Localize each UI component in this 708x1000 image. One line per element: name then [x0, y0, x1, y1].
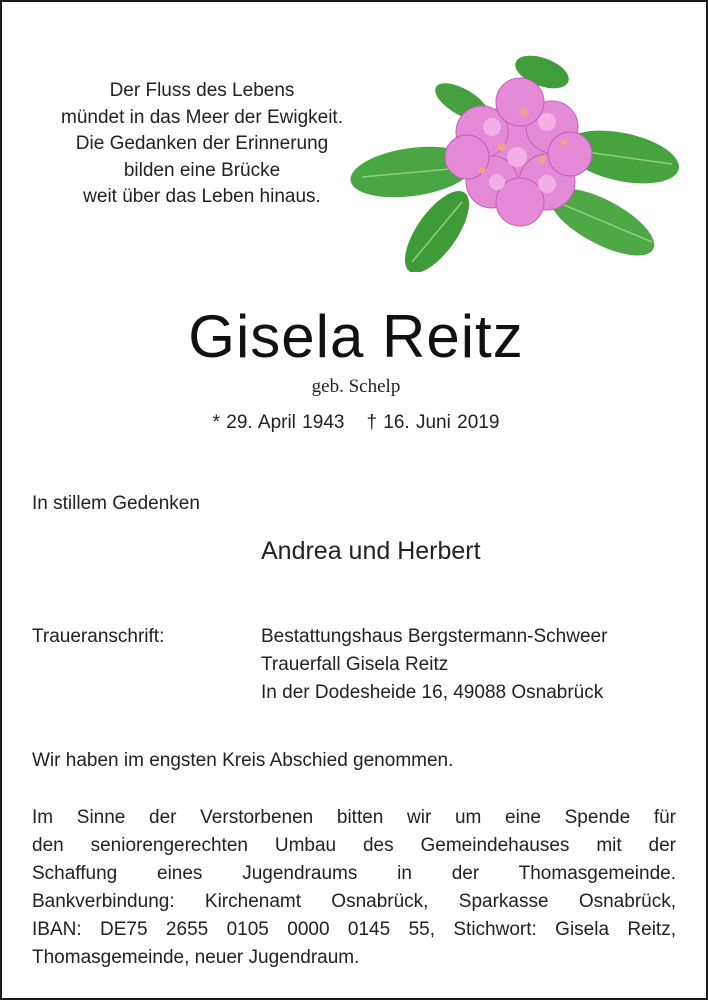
address-block [261, 623, 607, 707]
deceased-name: Gisela Reitz [188, 303, 524, 370]
donation-line: Schaffung eines Jugendraums in der Thomasgemeinde. [32, 863, 676, 884]
donation-paragraph [32, 804, 676, 972]
farewell-text: Wir haben im engsten Kreis Abschied genommen. [32, 750, 454, 771]
birth-date: * 29. April 1943 [212, 412, 345, 433]
memory-line: In stillem Gedenken [32, 493, 200, 514]
poem-line: Die Gedanken der Erinnerung [75, 133, 329, 154]
family-names: Andrea und Herbert [261, 537, 481, 565]
poem-line: bilden eine Brücke [123, 159, 281, 181]
poem-line: Der Fluss des Lebens [109, 80, 295, 101]
donation-line: den seniorengerechten Umbau des Gemeindehauses mit der [32, 835, 676, 856]
poem-line: mündet in das Meer der Ewigkeit. [61, 106, 343, 128]
death-date: † 16. Juni 2019 [366, 412, 500, 433]
address-label: Traueranschrift: [32, 626, 165, 647]
donation-line: Thomasgemeinde, neuer Jugendraum. [32, 947, 360, 968]
poem-line: weit über das Leben hinaus. [83, 186, 321, 207]
life-dates [2, 412, 708, 434]
rhododendron-flower-image [342, 42, 682, 272]
address-line: Trauerfall Gisela Reitz [261, 654, 449, 675]
poem [32, 78, 372, 211]
address-line: In der Dodesheide 16, 49088 Osnabrück [261, 682, 604, 703]
address-line: Bestattungshaus Bergstermann-Schweer [261, 626, 608, 647]
donation-line: Im Sinne der Verstorbenen bitten wir um eine Spende für [32, 807, 676, 828]
donation-line: Bankverbindung: Kirchenamt Osnabrück, Sparkasse Osnabrück, [32, 891, 676, 912]
birth-name: geb. Schelp [311, 376, 401, 397]
donation-line: IBAN: DE75 2655 0105 0000 0145 55, Stichwort: Gisela Reitz, [32, 919, 676, 940]
